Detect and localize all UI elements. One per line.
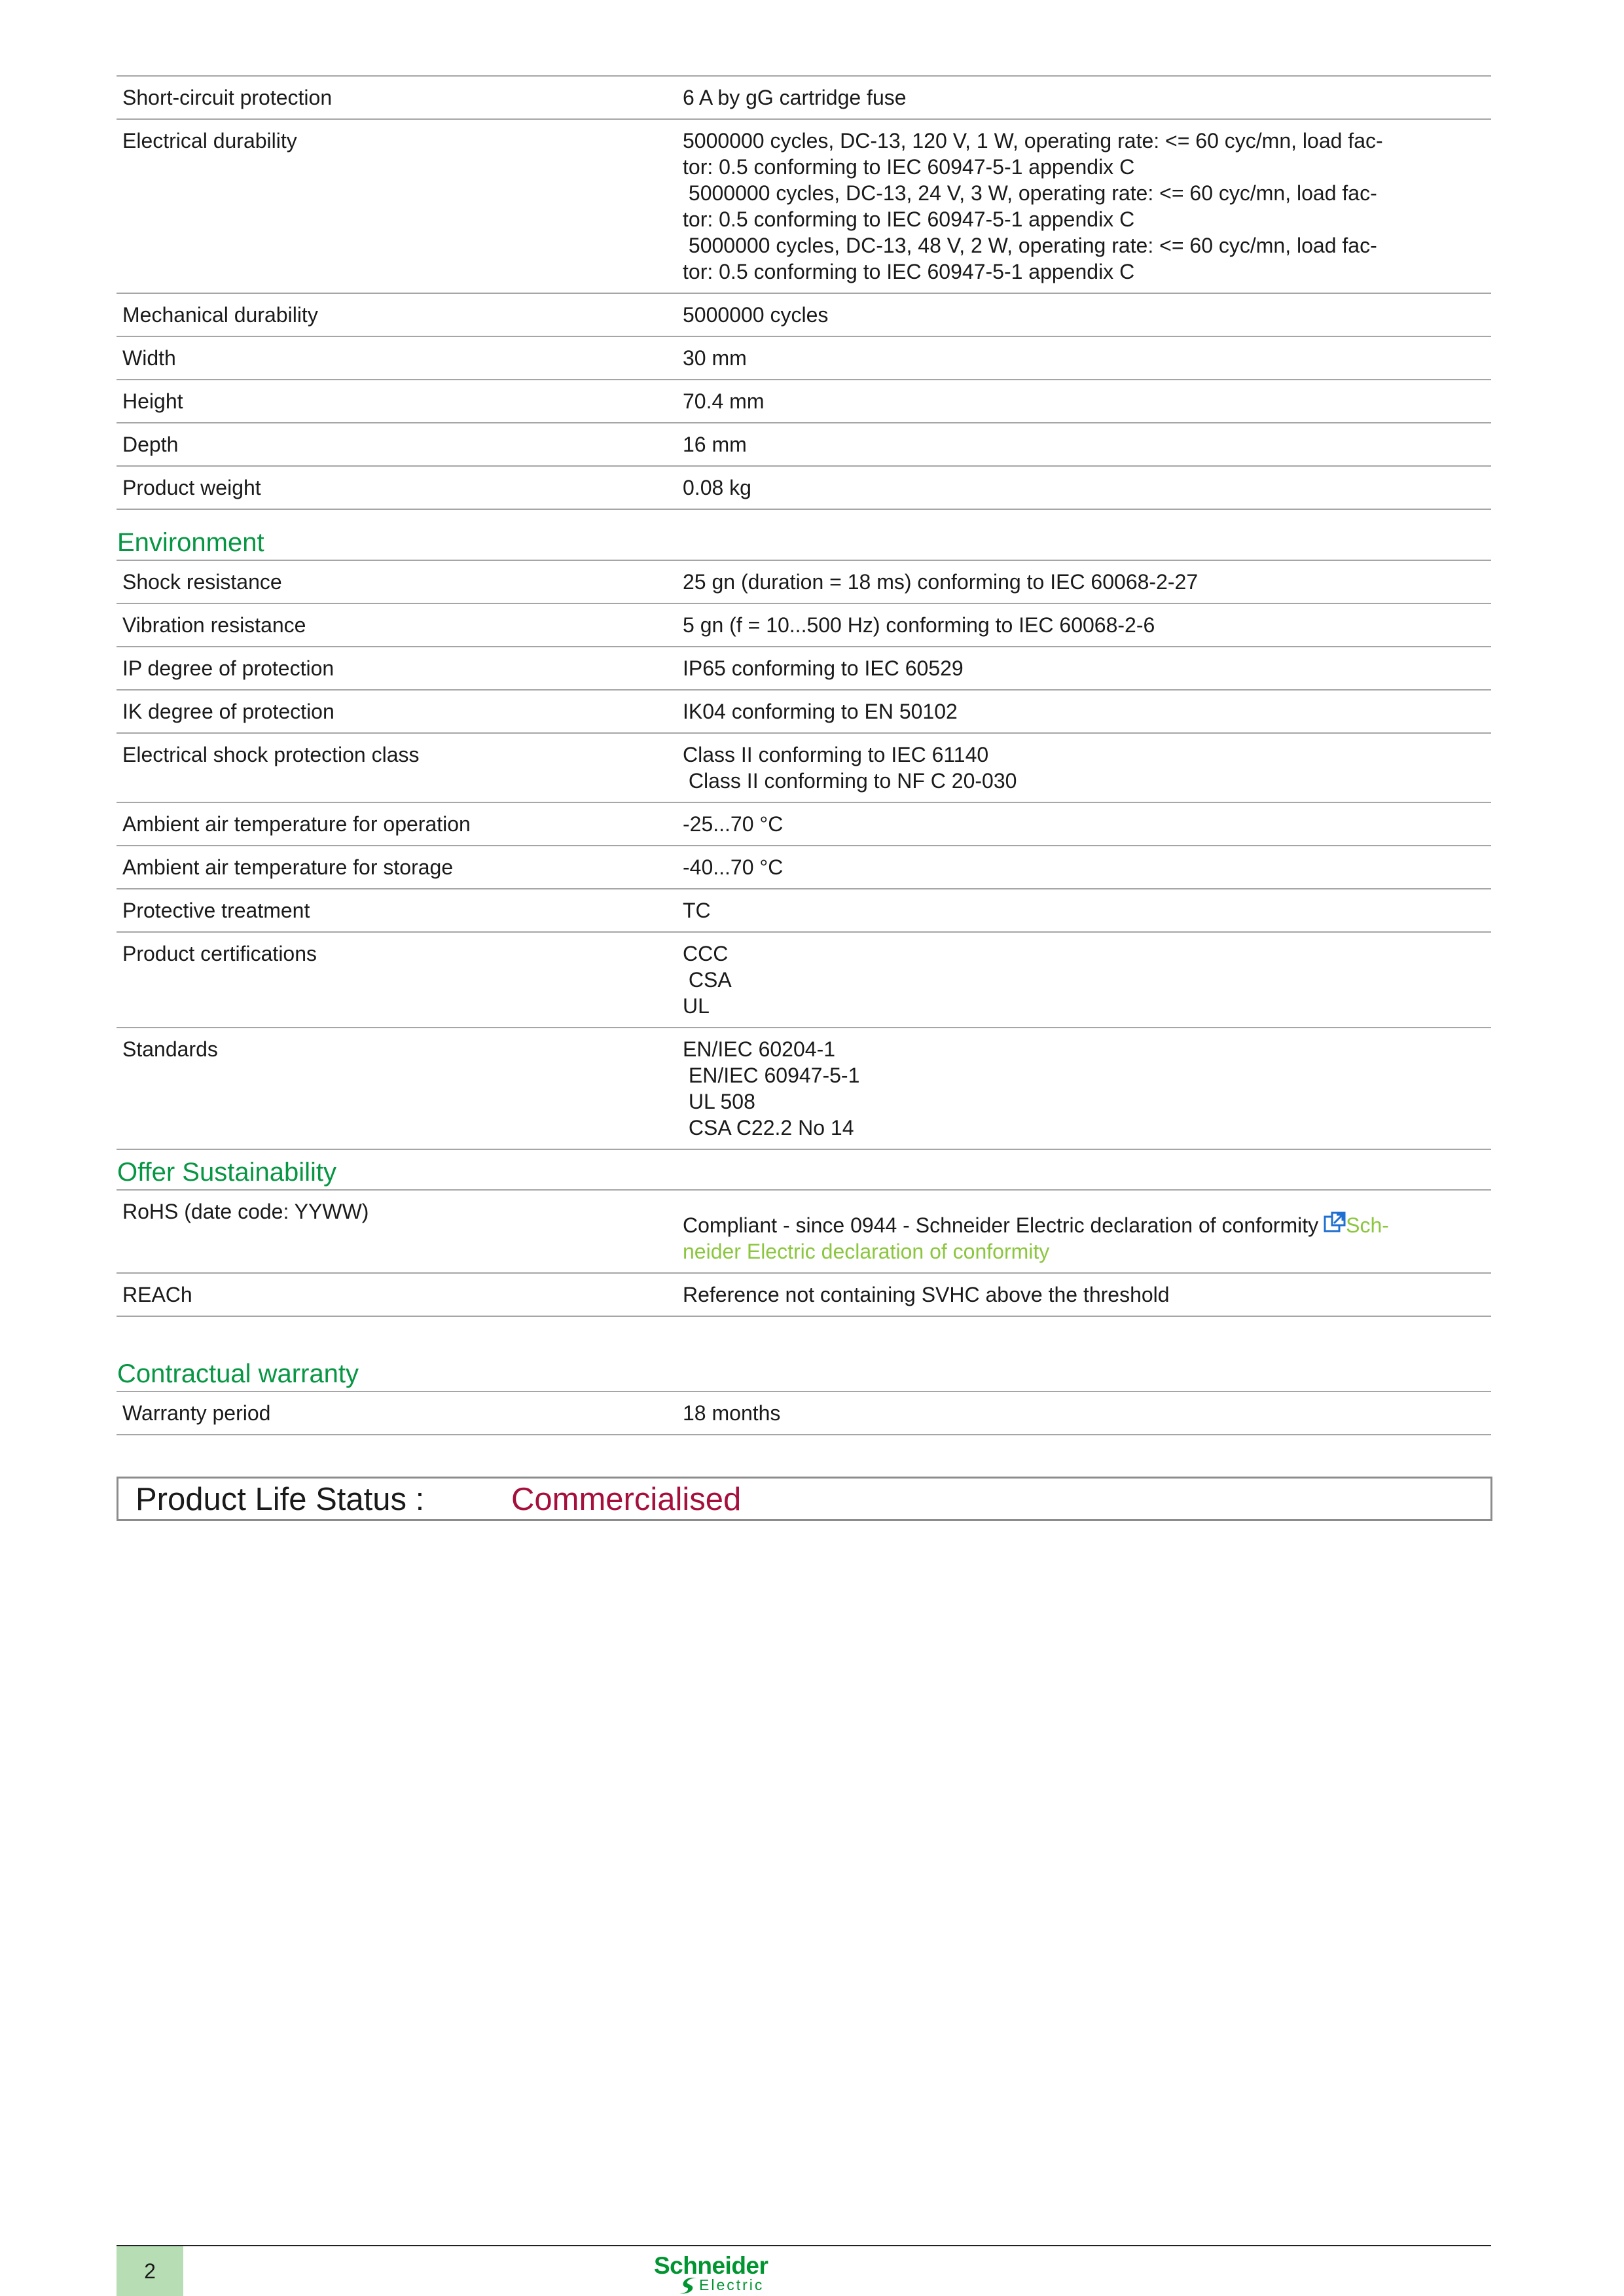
- row-value: [679, 119, 1491, 293]
- row-label: Electrical durability: [117, 119, 679, 293]
- value-line: tor: 0.5 conforming to IEC 60947-5-1 appendix C: [683, 155, 1135, 179]
- table-row: [117, 1391, 1491, 1435]
- table-row: [117, 733, 1491, 802]
- row-label: Ambient air temperature for operation: [117, 802, 679, 846]
- value-line: 16 mm: [683, 433, 747, 456]
- row-label: Mechanical durability: [117, 293, 679, 336]
- value-line: 70.4 mm: [683, 389, 765, 413]
- environment-table: [117, 560, 1491, 1150]
- value-line: EN/IEC 60947-5-1: [683, 1064, 860, 1087]
- section-title-contractual-warranty: Contractual warranty: [117, 1359, 359, 1388]
- value-line: Class II conforming to IEC 61140: [683, 743, 989, 766]
- value-line: tor: 0.5 conforming to IEC 60947-5-1 appendix C: [683, 207, 1135, 231]
- value-line: 0.08 kg: [683, 476, 751, 499]
- row-label: Warranty period: [117, 1391, 679, 1435]
- row-label: Product certifications: [117, 932, 679, 1028]
- row-value: [679, 336, 1491, 380]
- table-row: [117, 1190, 1491, 1273]
- value-line: IP65 conforming to IEC 60529: [683, 656, 964, 680]
- row-value: [679, 560, 1491, 603]
- section-title-environment: Environment: [117, 528, 264, 557]
- table-row: [117, 690, 1491, 733]
- table-row: [117, 1028, 1491, 1149]
- value-line: 25 gn (duration = 18 ms) conforming to IEC 60068-2-27: [683, 570, 1199, 594]
- row-label: Width: [117, 336, 679, 380]
- value-line: UL 508: [683, 1090, 755, 1113]
- value-line: -40...70 °C: [683, 855, 784, 879]
- row-value: [679, 733, 1491, 802]
- table-row: [117, 560, 1491, 603]
- table-row: [117, 1273, 1491, 1316]
- row-label: Short-circuit protection: [117, 76, 679, 119]
- table-row: [117, 647, 1491, 690]
- row-label: Depth: [117, 423, 679, 466]
- table-row: [117, 889, 1491, 932]
- row-label: Vibration resistance: [117, 603, 679, 647]
- value-line: Class II conforming to NF C 20-030: [683, 769, 1017, 793]
- value-line: IK04 conforming to EN 50102: [683, 700, 958, 723]
- row-value: [679, 466, 1491, 509]
- value-line: tor: 0.5 conforming to IEC 60947-5-1 appendix C: [683, 260, 1135, 283]
- value-line: CSA: [683, 968, 732, 992]
- table-row: [117, 76, 1491, 119]
- row-label: Electrical shock protection class: [117, 733, 679, 802]
- external-link-icon[interactable]: [1324, 1211, 1346, 1234]
- row-value: [679, 1028, 1491, 1149]
- value-line: 18 months: [683, 1401, 781, 1425]
- row-label: RoHS (date code: YYWW): [117, 1190, 679, 1273]
- declaration-link[interactable]: Sch-: [1346, 1213, 1389, 1237]
- value-line: 6 A by gG cartridge fuse: [683, 86, 907, 109]
- row-label: Shock resistance: [117, 560, 679, 603]
- row-label: Ambient air temperature for storage: [117, 846, 679, 889]
- row-value: [679, 380, 1491, 423]
- row-value: [679, 1391, 1491, 1435]
- value-line: CCC: [683, 942, 729, 965]
- table-row: [117, 119, 1491, 293]
- value-line: EN/IEC 60204-1: [683, 1037, 836, 1061]
- row-value: [679, 690, 1491, 733]
- page-number: 2: [117, 2246, 183, 2296]
- table-row: [117, 293, 1491, 336]
- rohs-value: [679, 1190, 1491, 1273]
- table-row: [117, 846, 1491, 889]
- row-value: [679, 293, 1491, 336]
- sustainability-table: [117, 1189, 1491, 1317]
- value-line: 5000000 cycles: [683, 303, 829, 327]
- value-line: 5000000 cycles, DC-13, 24 V, 3 W, operating rate: <= 60 cyc/mn, load fac-: [683, 181, 1377, 205]
- table-row: [117, 423, 1491, 466]
- row-value: [679, 603, 1491, 647]
- footer-divider: [117, 2245, 1491, 2246]
- product-life-status-box: [117, 1477, 1492, 1521]
- logo-wordmark: Schneider: [654, 2252, 768, 2279]
- row-value: [679, 932, 1491, 1028]
- row-label: Height: [117, 380, 679, 423]
- status-value: Commercialised: [511, 1482, 742, 1517]
- value-line: 30 mm: [683, 346, 747, 370]
- schneider-logo: [649, 2253, 780, 2296]
- table-row: [117, 932, 1491, 1028]
- row-label: IK degree of protection: [117, 690, 679, 733]
- table-row: [117, 603, 1491, 647]
- value-line: 5000000 cycles, DC-13, 48 V, 2 W, operating rate: <= 60 cyc/mn, load fac-: [683, 234, 1377, 257]
- rohs-text: Compliant - since 0944 - Schneider Electric declaration of conformity: [683, 1213, 1319, 1237]
- value-line: 5 gn (f = 10...500 Hz) conforming to IEC 60068-2-6: [683, 613, 1155, 637]
- section-title-offer-sustainability: Offer Sustainability: [117, 1158, 336, 1187]
- logo-subtext: Electric: [699, 2276, 765, 2293]
- value-line: -25...70 °C: [683, 812, 784, 836]
- table-row: [117, 802, 1491, 846]
- row-label: Product weight: [117, 466, 679, 509]
- row-value: Reference not containing SVHC above the threshold: [679, 1273, 1491, 1316]
- declaration-link-cont[interactable]: neider Electric declaration of conformity: [683, 1240, 1050, 1263]
- value-line: TC: [683, 899, 711, 922]
- value-line: 5000000 cycles, DC-13, 120 V, 1 W, operating rate: <= 60 cyc/mn, load fac-: [683, 129, 1383, 152]
- row-label: Standards: [117, 1028, 679, 1149]
- table-row: [117, 336, 1491, 380]
- row-value: [679, 76, 1491, 119]
- table-row: [117, 380, 1491, 423]
- table-row: [117, 466, 1491, 509]
- warranty-table: [117, 1391, 1491, 1435]
- row-label: IP degree of protection: [117, 647, 679, 690]
- row-value: [679, 846, 1491, 889]
- value-line: CSA C22.2 No 14: [683, 1116, 854, 1139]
- specs-table: [117, 75, 1491, 510]
- status-label: Product Life Status :: [135, 1482, 425, 1517]
- row-value: [679, 647, 1491, 690]
- logo-leaf-icon: [678, 2276, 698, 2295]
- row-value: [679, 802, 1491, 846]
- row-value: [679, 423, 1491, 466]
- row-value: [679, 889, 1491, 932]
- row-label: REACh: [117, 1273, 679, 1316]
- value-line: UL: [683, 994, 710, 1018]
- row-label: Protective treatment: [117, 889, 679, 932]
